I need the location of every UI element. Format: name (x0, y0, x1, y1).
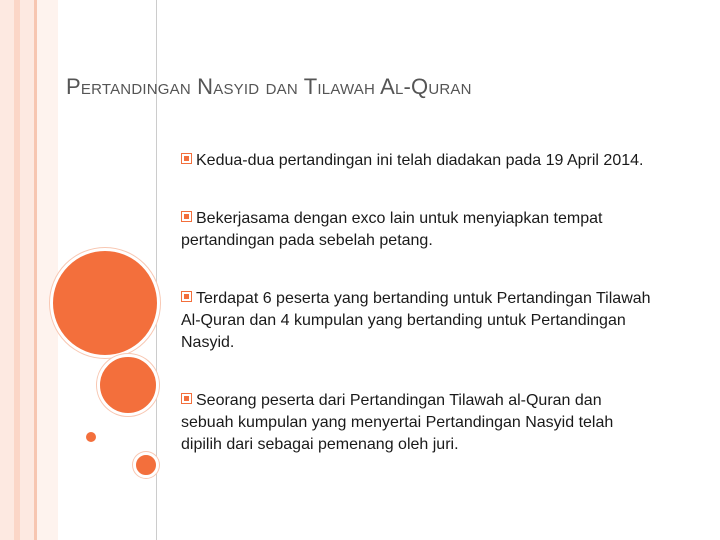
medium-circle (97, 354, 159, 416)
bullet-item (181, 208, 651, 252)
tiny-circle (86, 432, 96, 442)
bullet-item (181, 150, 651, 172)
bullet-item (181, 390, 651, 456)
large-circle (50, 248, 160, 358)
bullet-text: Terdapat 6 peserta yang bertanding untuk Pertandingan Tilawah Al-Quran dan 4 kumpulan yang bertanding untuk Pertandingan Nasyid. (181, 290, 651, 351)
bullet-checkbox-icon (181, 211, 192, 222)
bullet-list (181, 150, 651, 492)
stripe (37, 0, 58, 540)
bullet-text: Kedua-dua pertandingan ini telah diadakan pada 19 April 2014. (196, 152, 644, 169)
stripe (20, 0, 34, 540)
slide-title: Pertandingan Nasyid dan Tilawah Al-Quran (66, 74, 472, 99)
bullet-checkbox-icon (181, 393, 192, 404)
bullet-checkbox-icon (181, 291, 192, 302)
small-circle (133, 452, 159, 478)
stripe (0, 0, 14, 540)
left-decorative-stripes (0, 0, 58, 540)
bullet-text: Bekerjasama dengan exco lain untuk menyiapkan tempat pertandingan pada sebelah petang. (181, 210, 603, 249)
bullet-checkbox-icon (181, 153, 192, 164)
bullet-text: Seorang peserta dari Pertandingan Tilawah al-Quran dan sebuah kumpulan yang menyertai Pertandingan Nasyid telah dipilih dari sebagai pemenang oleh juri. (181, 392, 614, 453)
bullet-item (181, 288, 651, 354)
